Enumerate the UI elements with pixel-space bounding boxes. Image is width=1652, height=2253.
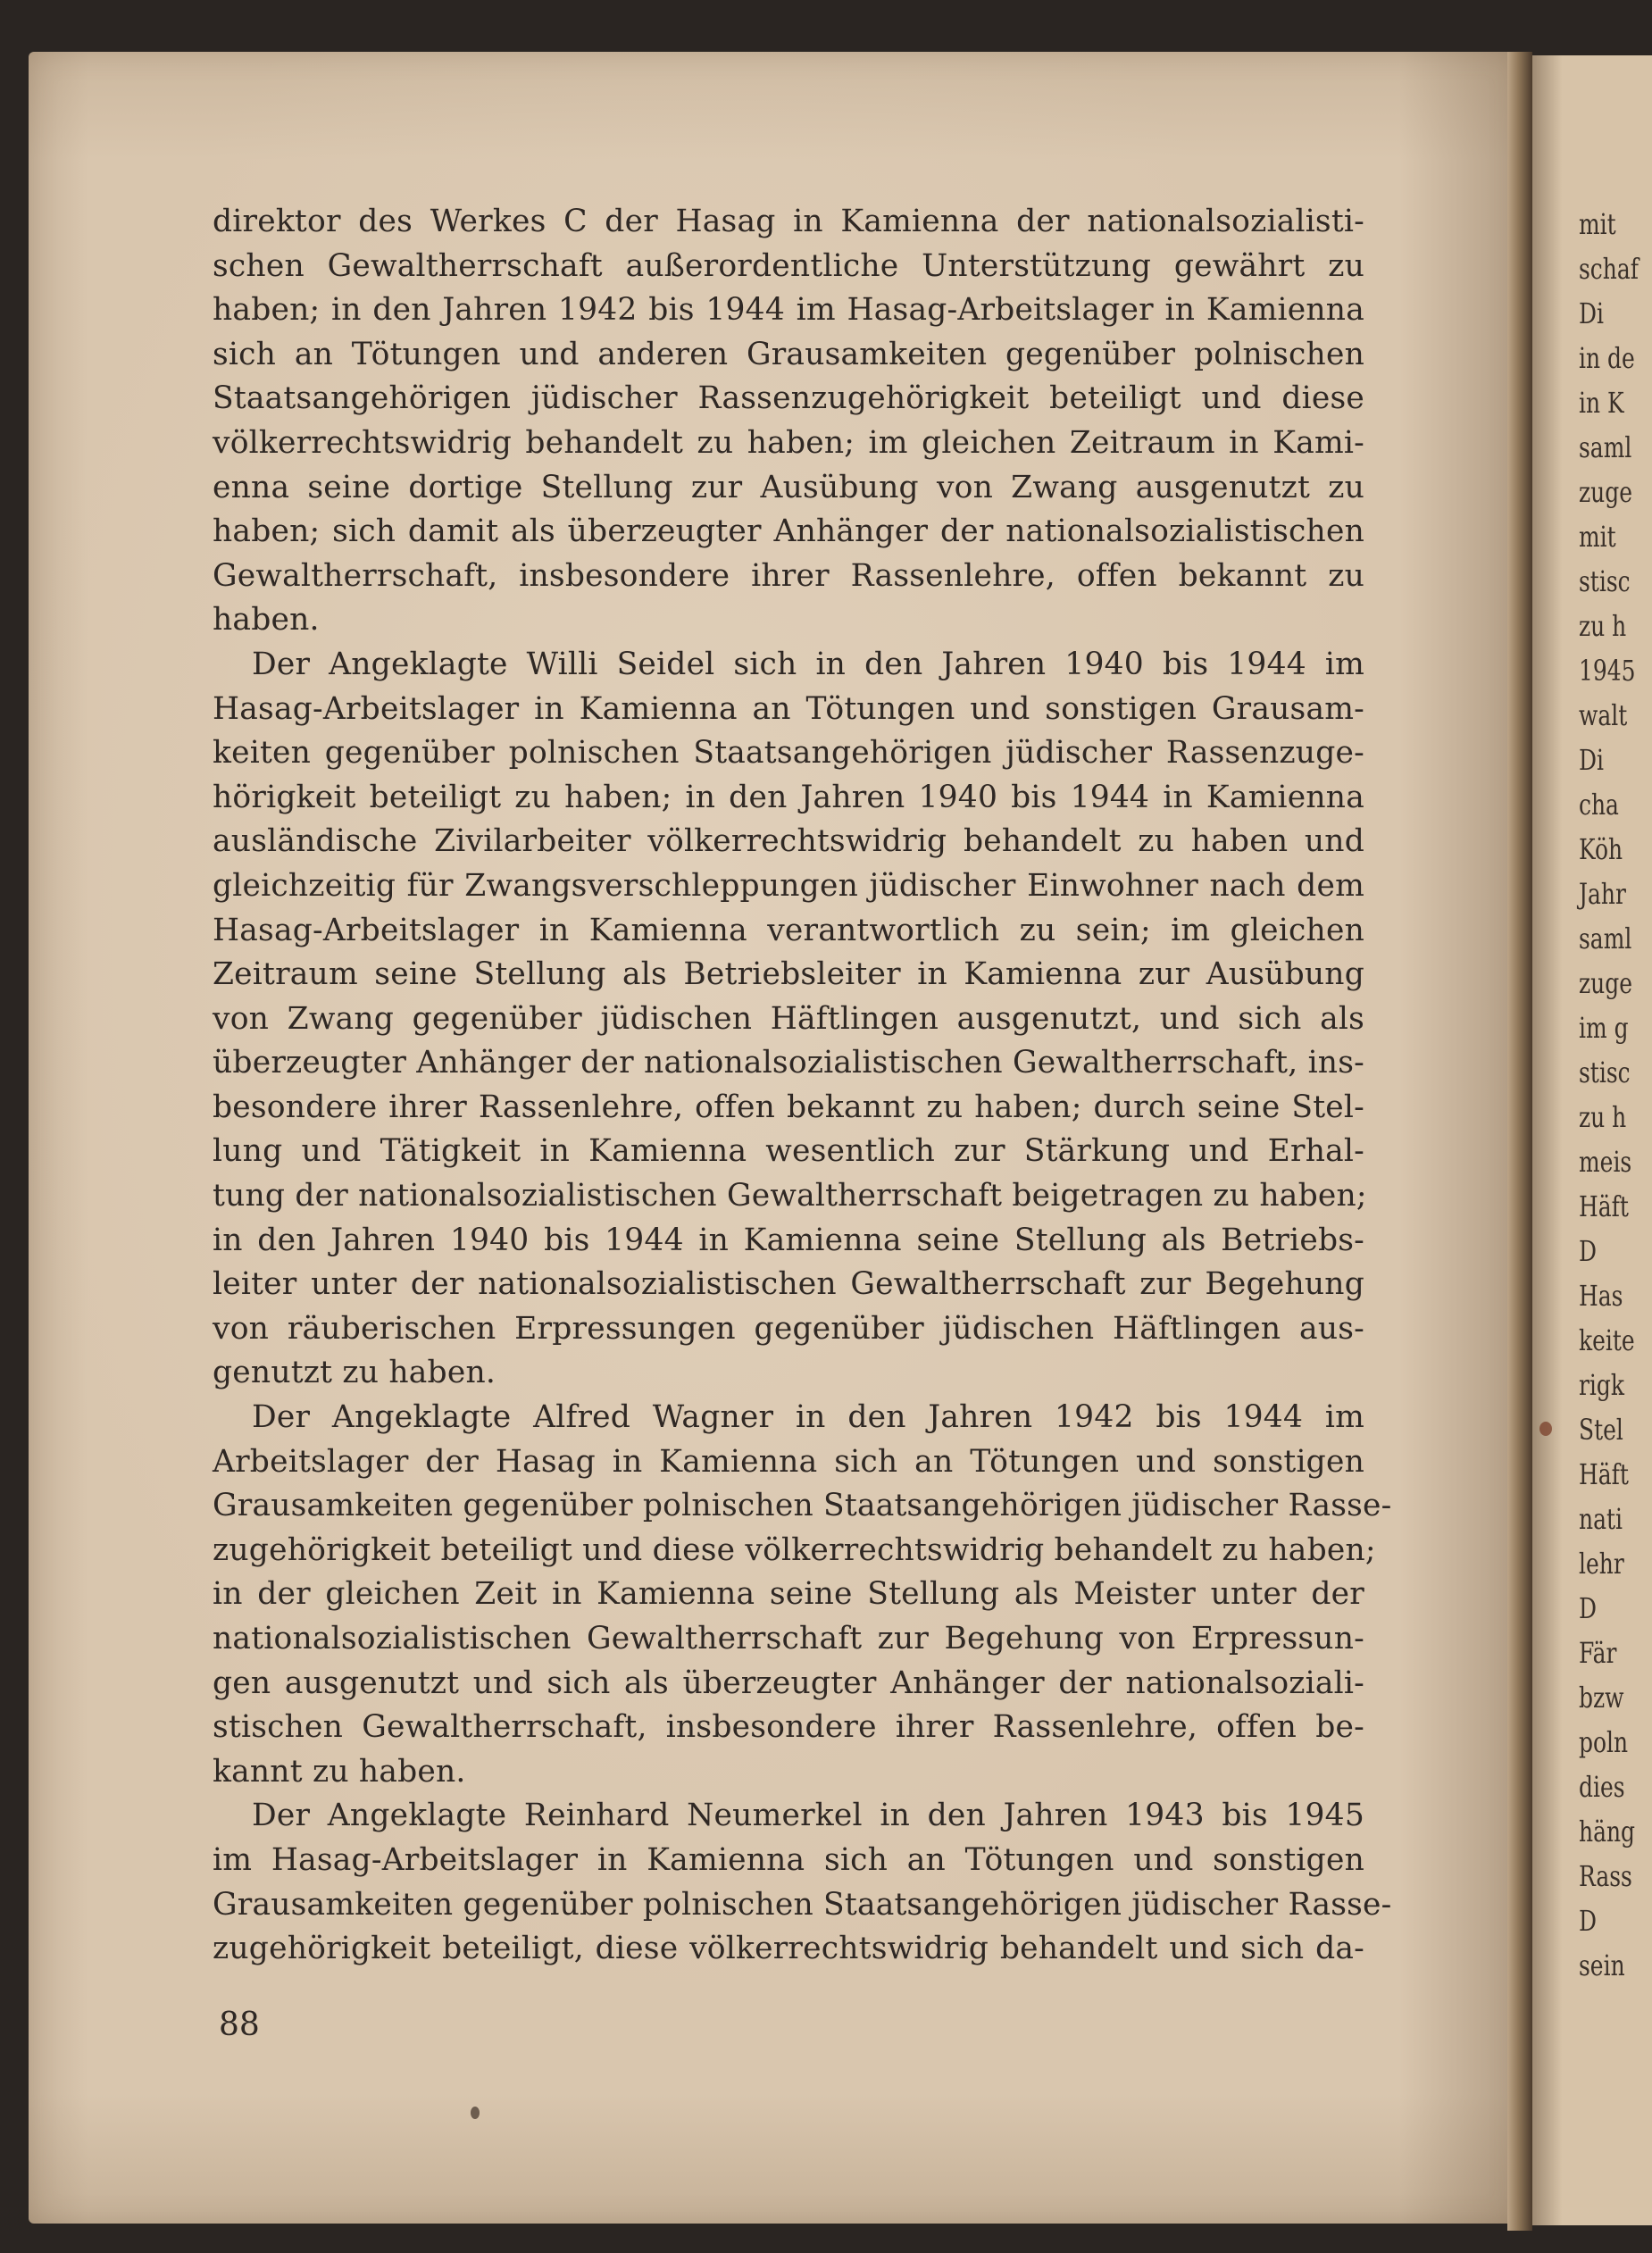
text-line: Staatsangehörigen jüdischer Rassenzugehörigkeit beteiligt und diese bbox=[213, 380, 1364, 417]
page-number: 88 bbox=[219, 2007, 260, 2043]
text-line: besondere ihrer Rassenlehre, offen bekannt zu haben; durch seine Stel- bbox=[213, 1089, 1364, 1125]
next-page-fragment: D bbox=[1579, 1591, 1598, 1625]
book-gutter bbox=[1507, 52, 1532, 2231]
text-line: Zeitraum seine Stellung als Betriebsleiter in Kamienna zur Ausübung bbox=[213, 956, 1364, 993]
next-page-fragment: Stel bbox=[1579, 1413, 1623, 1447]
text-line: stischen Gewaltherrschaft, insbesondere ihrer Rassenlehre, offen be- bbox=[213, 1709, 1364, 1746]
text-line: Arbeitslager der Hasag in Kamienna sich an Tötungen und sonstigen bbox=[213, 1443, 1364, 1480]
next-page-fragment: in K bbox=[1579, 386, 1624, 420]
next-page-fragment: schaf bbox=[1579, 252, 1639, 286]
next-page-fragment: meis bbox=[1579, 1145, 1632, 1179]
paragraph-start-line: Der Angeklagte Willi Seidel sich in den Jahren 1940 bis 1944 im bbox=[252, 646, 1364, 682]
book-page-right-partial bbox=[1532, 55, 1652, 2225]
text-line: keiten gegenüber polnischen Staatsangehörigen jüdischer Rassenzuge- bbox=[213, 735, 1364, 772]
next-page-fragment: in de bbox=[1579, 341, 1635, 375]
text-line: ausländische Zivilarbeiter völkerrechtswidrig behandelt zu haben und bbox=[213, 823, 1364, 860]
paper-speck bbox=[1539, 1422, 1552, 1436]
text-line: zugehörigkeit beteiligt und diese völkerrechtswidrig behandelt zu haben; bbox=[213, 1531, 1376, 1568]
next-page-fragment: cha bbox=[1579, 788, 1619, 822]
next-page-fragment: Rass bbox=[1579, 1859, 1632, 1893]
text-line: nationalsozialistischen Gewaltherrschaft zur Begehung von Erpressun- bbox=[213, 1621, 1364, 1656]
text-line: gleichzeitig für Zwangsverschleppungen jüdischer Einwohner nach dem bbox=[213, 867, 1364, 904]
text-line: enna seine dortige Stellung zur Ausübung von Zwang ausgenutzt zu bbox=[213, 469, 1364, 505]
next-page-fragment: D bbox=[1579, 1234, 1598, 1268]
next-page-fragment: Häft bbox=[1579, 1189, 1629, 1223]
next-page-fragment: zu h bbox=[1579, 1100, 1627, 1134]
paragraph-start-line: Der Angeklagte Alfred Wagner in den Jahren 1942 bis 1944 im bbox=[252, 1399, 1364, 1436]
next-page-fragment: Fär bbox=[1579, 1636, 1617, 1670]
next-page-fragment: häng bbox=[1579, 1815, 1636, 1848]
next-page-fragment: nati bbox=[1579, 1502, 1623, 1536]
next-page-fragment: sein bbox=[1579, 1948, 1625, 1982]
next-page-fragment: zuge bbox=[1579, 475, 1632, 509]
next-page-fragment: Di bbox=[1579, 296, 1604, 330]
next-page-fragment: D bbox=[1579, 1904, 1598, 1938]
next-page-fragment: lehr bbox=[1579, 1547, 1624, 1581]
text-line: leiter unter der nationalsozialistischen Gewaltherrschaft zur Begehung bbox=[213, 1266, 1364, 1303]
next-page-fragment: rigk bbox=[1579, 1368, 1625, 1402]
text-line: gen ausgenutzt und sich als überzeugter Anhänger der nationalsoziali- bbox=[213, 1665, 1364, 1701]
text-line: in den Jahren 1940 bis 1944 in Kamienna seine Stellung als Betriebs- bbox=[213, 1222, 1364, 1258]
paragraph-start-line: Der Angeklagte Reinhard Neumerkel in den Jahren 1943 bis 1945 bbox=[252, 1798, 1364, 1834]
text-line: kannt zu haben. bbox=[213, 1753, 466, 1790]
next-page-fragment: im g bbox=[1579, 1011, 1629, 1045]
text-line: zugehörigkeit beteiligt, diese völkerrechtswidrig behandelt und sich da- bbox=[213, 1931, 1364, 1967]
next-page-fragment: poln bbox=[1579, 1725, 1629, 1759]
next-page-fragment: Häft bbox=[1579, 1457, 1629, 1491]
text-line: tung der nationalsozialistischen Gewaltherrschaft beigetragen zu haben; bbox=[213, 1178, 1367, 1214]
next-page-fragment: saml bbox=[1579, 430, 1632, 464]
text-line: überzeugter Anhänger der nationalsozialistischen Gewaltherrschaft, ins- bbox=[213, 1045, 1364, 1081]
next-page-fragment: saml bbox=[1579, 922, 1632, 955]
text-line: haben. bbox=[213, 602, 320, 638]
text-line: lung und Tätigkeit in Kamienna wesentlich zur Stärkung und Erhal- bbox=[213, 1133, 1364, 1170]
text-line: Hasag-Arbeitslager in Kamienna an Tötungen und sonstigen Grausam- bbox=[213, 690, 1364, 727]
next-page-fragment: stisc bbox=[1579, 1056, 1631, 1089]
text-line: in der gleichen Zeit in Kamienna seine Stellung als Meister unter der bbox=[213, 1576, 1364, 1613]
next-page-fragment: bzw bbox=[1579, 1681, 1624, 1715]
next-page-fragment: zuge bbox=[1579, 966, 1632, 1000]
text-line: genutzt zu haben. bbox=[213, 1355, 496, 1391]
text-line: von räuberischen Erpressungen gegenüber jüdischen Häftlingen aus- bbox=[213, 1310, 1364, 1347]
next-page-fragment: dies bbox=[1579, 1770, 1625, 1804]
text-line: von Zwang gegenüber jüdischen Häftlingen ausgenutzt, und sich als bbox=[213, 1000, 1364, 1037]
text-line: Grausamkeiten gegenüber polnischen Staatsangehörigen jüdischer Rasse- bbox=[213, 1488, 1392, 1524]
next-page-fragment: Köh bbox=[1579, 832, 1623, 866]
next-page-fragment: mit bbox=[1579, 207, 1616, 241]
next-page-fragment: keite bbox=[1579, 1323, 1635, 1357]
body-text bbox=[213, 200, 1392, 1972]
text-line: hörigkeit beteiligt zu haben; in den Jahren 1940 bis 1944 in Kamienna bbox=[213, 779, 1364, 815]
next-page-fragment: stisc bbox=[1579, 564, 1631, 598]
next-page-fragment: mit bbox=[1579, 520, 1616, 554]
text-line: völkerrechtswidrig behandelt zu haben; im gleichen Zeitraum in Kami- bbox=[213, 424, 1364, 461]
next-page-fragment: Di bbox=[1579, 743, 1604, 777]
text-line: haben; in den Jahren 1942 bis 1944 im Hasag-Arbeitslager in Kamienna bbox=[213, 292, 1364, 329]
next-page-fragment: Jahr bbox=[1579, 877, 1626, 911]
next-page-fragment: 1945 bbox=[1579, 654, 1636, 688]
next-page-fragment: zu h bbox=[1579, 609, 1627, 643]
next-page-fragment: walt bbox=[1579, 698, 1628, 732]
text-line: haben; sich damit als überzeugter Anhänger der nationalsozialistischen bbox=[213, 513, 1364, 550]
text-line: direktor des Werkes C der Hasag in Kamienna der nationalsozialisti- bbox=[213, 204, 1364, 239]
next-page-fragment: Has bbox=[1579, 1279, 1623, 1313]
text-line: Hasag-Arbeitslager in Kamienna verantwortlich zu sein; im gleichen bbox=[213, 912, 1364, 948]
paper-speck bbox=[471, 2107, 480, 2119]
text-line: schen Gewaltherrschaft außerordentliche Unterstützung gewährt zu bbox=[213, 247, 1364, 284]
text-line: Grausamkeiten gegenüber polnischen Staatsangehörigen jüdischer Rasse- bbox=[213, 1886, 1392, 1923]
text-line: im Hasag-Arbeitslager in Kamienna sich an Tötungen und sonstigen bbox=[213, 1841, 1364, 1878]
text-line: sich an Tötungen und anderen Grausamkeiten gegenüber polnischen bbox=[213, 336, 1364, 372]
text-line: Gewaltherrschaft, insbesondere ihrer Rassenlehre, offen bekannt zu bbox=[213, 557, 1364, 594]
